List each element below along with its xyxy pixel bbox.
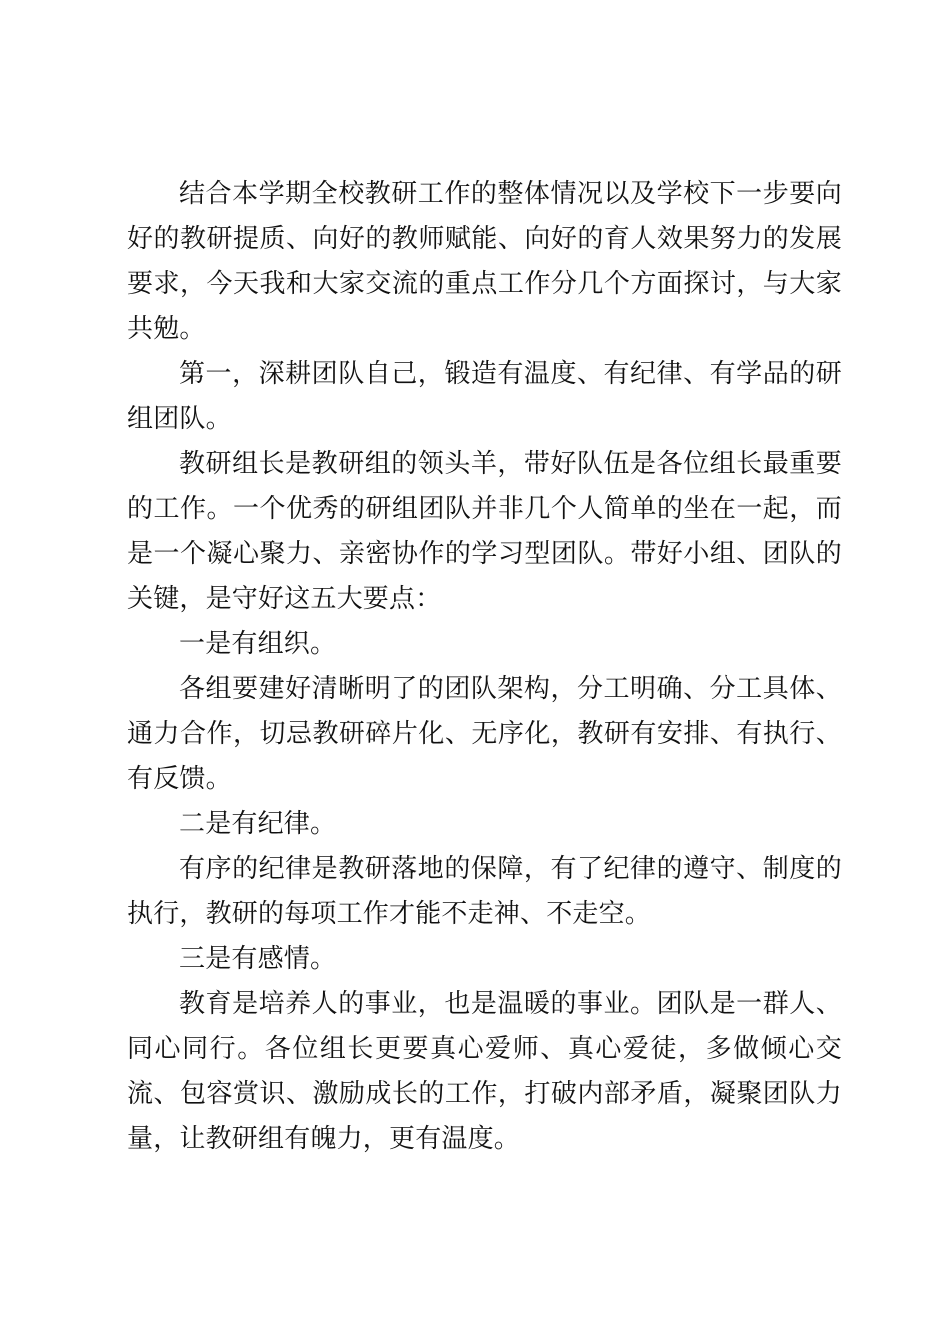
paragraph-section-one-heading: 第一，深耕团队自己，锻造有温度、有纪律、有学品的研组团队。	[127, 359, 842, 434]
document-body	[127, 172, 842, 1162]
paragraph-group-leader: 教研组长是教研组的领头羊，带好队伍是各位组长最重要的工作。一个优秀的研组团队并非几个人简单的坐在一起，而是一个凝心聚力、亲密协作的学习型团队。带好小组、团队的关键，是守好这五大要点：	[127, 449, 842, 614]
point-three-heading: 三是有感情。	[179, 944, 337, 974]
paragraph-intro: 结合本学期全校教研工作的整体情况以及学校下一步要向好的教研提质、向好的教师赋能、向好的育人效果努力的发展要求，今天我和大家交流的重点工作分几个方面探讨，与大家共勉。	[127, 179, 842, 344]
point-one-heading: 一是有组织。	[179, 629, 337, 659]
point-two-heading: 二是有纪律。	[179, 809, 337, 839]
point-three-body: 教育是培养人的事业，也是温暖的事业。团队是一群人、同心同行。各位组长更要真心爱师、真心爱徒，多做倾心交流、包容赏识、激励成长的工作，打破内部矛盾，凝聚团队力量，让教研组有魄力，更有温度。	[127, 989, 842, 1154]
point-one-body: 各组要建好清晰明了的团队架构，分工明确、分工具体、通力合作，切忌教研碎片化、无序化，教研有安排、有执行、有反馈。	[127, 674, 842, 794]
point-two-body: 有序的纪律是教研落地的保障，有了纪律的遵守、制度的执行，教研的每项工作才能不走神、不走空。	[127, 854, 842, 929]
